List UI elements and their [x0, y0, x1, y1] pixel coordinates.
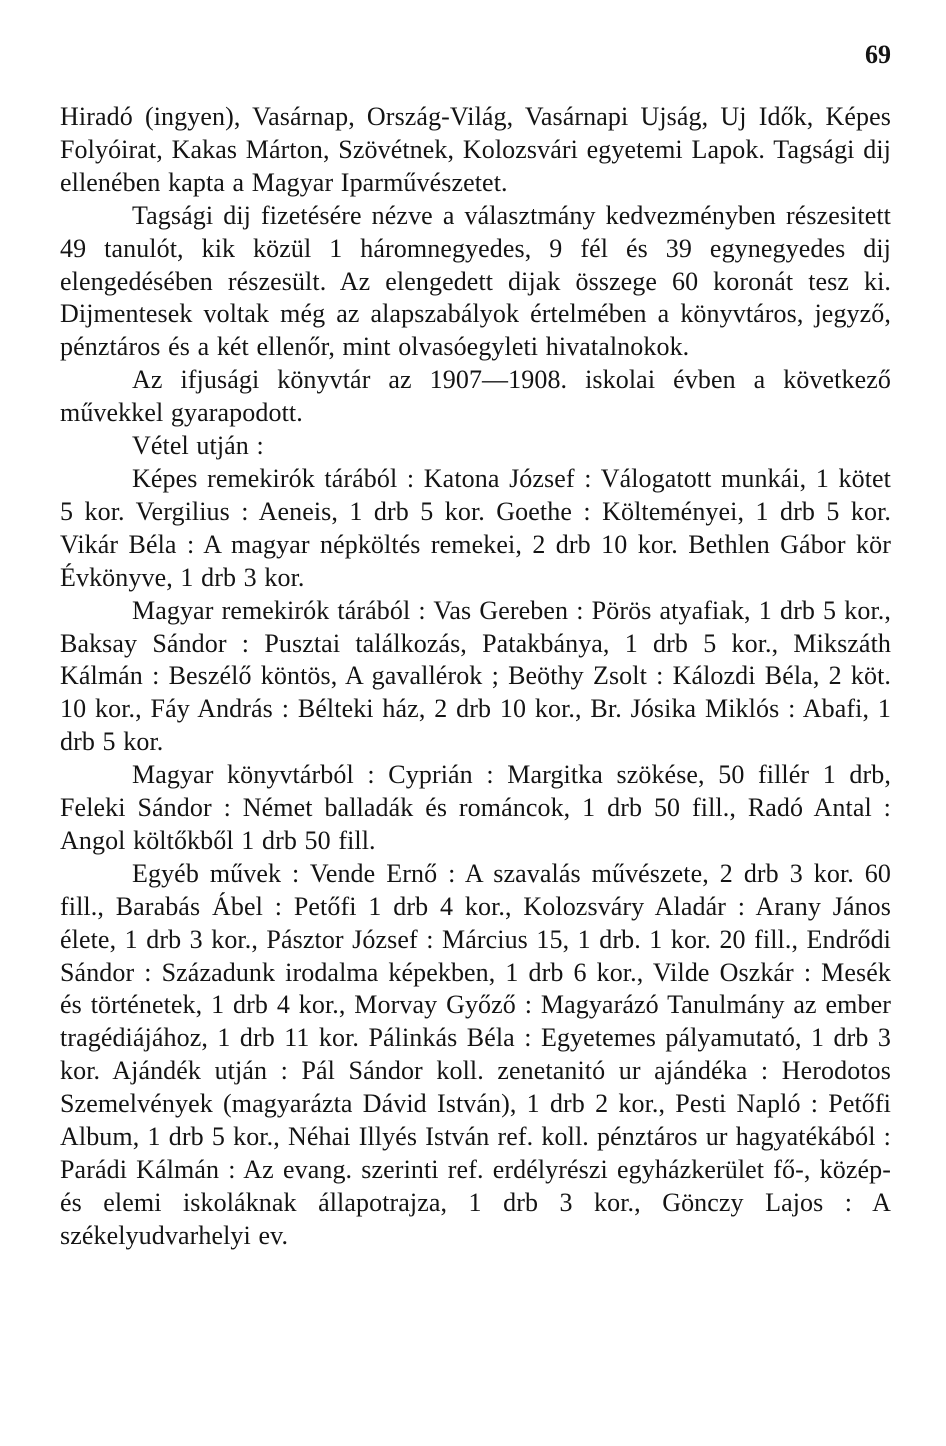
paragraph-egyeb-muvek: Egyéb művek : Vende Ernő : A szavalás művészete, 2 drb 3 kor. 60 fill., Barabás Ábel : Petőfi 1 drb 4 kor., Kolozsváry Aladár : Arany János élete, 1 drb 3 kor., Pásztor József : Március 15, 1 drb. 1 kor. 20 fill., Endrődi Sándor : Századunk irodalma képekben, 1 drb 6 kor., Vilde Oszkár : Mesék és történetek, 1 drb 4 kor., Morvay Győző : Magyarázó Tanulmány az ember tragédiájához, 1 drb 11 kor. Pálinkás Béla : Egyetemes pályamutató, 1 drb 3 kor. Ajándék utján : Pál Sándor koll. zenetanitó ur ajándéka : Herodotos Szemelvények (magyarázta Dávid István), 1 drb 2 kor., Pesti Napló : Petőfi Album, 1 drb 5 kor., Néhai Illyés István ref. koll. pénztáros ur hagyatékából : Parádi Kálmán : Az evang. szerinti ref. erdélyrészi egyházkerület fő-, közép- és elemi iskoláknak állapotrajza, 1 drb 3 kor., Gönczy Lajos : A székelyudvarhelyi ev.	[60, 858, 891, 1250]
paragraph-kepes-remekirok: Képes remekirók tárából : Katona József : Válogatott munkái, 1 kötet 5 kor. Vergilius : Aeneis, 1 drb 5 kor. Goethe : Költeményei, 1 drb 5 kor. Vikár Béla : A magyar népköltés remekei, 2 drb 10 kor. Bethlen Gábor kör Évkönyve, 1 drb 3 kor.	[60, 463, 891, 592]
paragraph-magyar-konyvtar: Magyar könyvtárból : Cyprián : Margitka szökése, 50 fillér 1 drb, Feleki Sándor : Német balladák és románcok, 1 drb 50 fill., Radó Antal : Angol költőkből 1 drb 50 fill.	[60, 760, 891, 855]
paragraph-purchase-heading: Vétel utján :	[132, 431, 264, 461]
paragraph-membership-fees: Tagsági dij fizetésére nézve a választmány kedvezményben részesitett 49 tanulót, kik közül 1 háromnegyedes, 9 fél és 39 egynegyedes dij elengedésében részesült. Az elengedett dijak összege 60 koronát tesz ki. Dijmentesek voltak még az alapszabályok értelmében a könyvtáros, jegyző, pénztáros és a két ellenőr, mint olvasóegyleti hivatalnokok.	[60, 200, 891, 362]
paragraph-newspaper-list: Hiradó (ingyen), Vasárnap, Ország-Világ, Vasárnapi Ujság, Uj Idők, Képes Folyóirat, Kakas Márton, Szövétnek, Kolozsvári egyetemi Lapok. Tagsági dij ellenében kapta a Magyar Iparművészetet.	[60, 102, 891, 197]
paragraph-library-growth: Az ifjusági könyvtár az 1907—1908. iskolai évben a következő művekkel gyarapodott.	[60, 365, 891, 428]
page-number: 69	[865, 40, 891, 69]
paragraph-magyar-remekirok: Magyar remekirók tárából : Vas Gereben : Pörös atyafiak, 1 drb 5 kor., Baksay Sándor : Pusztai találkozás, Patakbánya, 1 drb 5 kor., Mikszáth Kálmán : Beszélő köntös, A gavallérok ; Beöthy Zsolt : Kálozdi Béla, 2 köt. 10 kor., Fáy András : Bélteki ház, 2 drb 10 kor., Br. Jósika Miklós : Abafi, 1 drb 5 kor.	[60, 595, 891, 757]
body-text	[60, 101, 891, 1253]
